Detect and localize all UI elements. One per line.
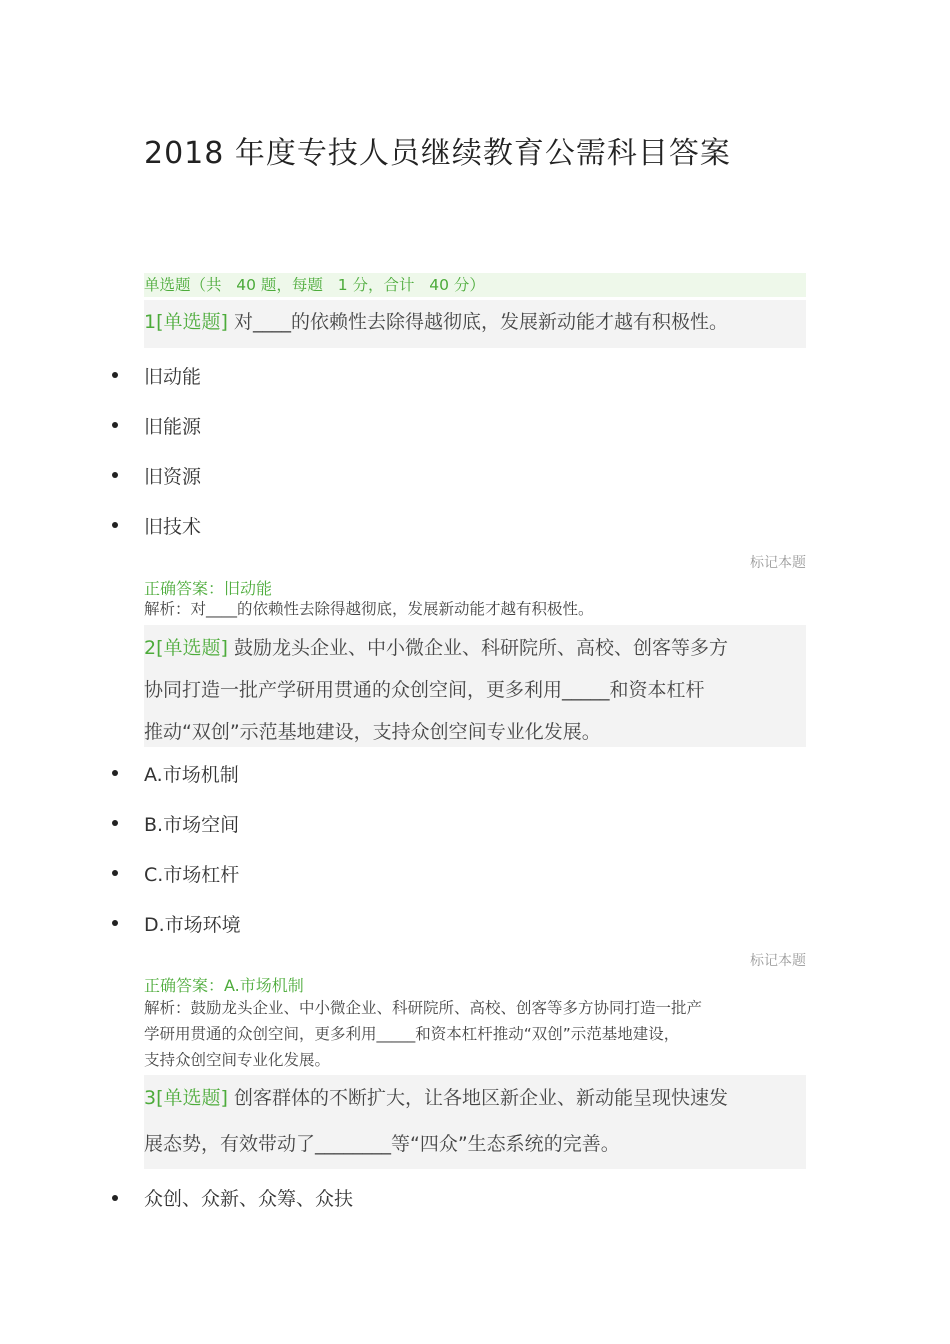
correct-answer: 正确答案：A.市场机制 [144, 976, 304, 995]
analysis-line: 学研用贯通的众创空间，更多利用_____和资本杠杆推动“双创”示范基地建设， [144, 1025, 680, 1043]
question-number: 1 [144, 311, 157, 333]
question-type: [单选题] [156, 311, 228, 333]
section-header: 单选题（共 40 题，每题 1 分，合计 40 分） [144, 273, 806, 297]
mark-question-link[interactable]: 标记本题 [750, 555, 806, 571]
question-2 [144, 625, 806, 747]
option-1c[interactable]: 旧资源 [144, 466, 202, 488]
option-2d[interactable]: D.市场环境 [144, 914, 241, 936]
question-text: 推动“双创”示范基地建设，支持众创空间专业化发展。 [144, 721, 601, 743]
option-2a[interactable]: A.市场机制 [144, 764, 239, 786]
mark-question-link[interactable]: 标记本题 [750, 953, 806, 969]
analysis-line: 解析：鼓励龙头企业、中小微企业、科研院所、高校、创客等多方协同打造一批产 [144, 999, 703, 1017]
question-text: 对____的依赖性去除得越彻底，发展新动能才越有积极性。 [233, 311, 728, 333]
option-1a[interactable]: 旧动能 [144, 366, 202, 388]
analysis-line: 解析：对____的依赖性去除得越彻底，发展新动能才越有积极性。 [144, 600, 594, 618]
option-2b[interactable]: B.市场空间 [144, 814, 240, 836]
question-1 [144, 300, 806, 348]
question-3 [144, 1075, 806, 1169]
bullet-icon [112, 422, 118, 428]
question-number: 2 [144, 637, 157, 659]
analysis [144, 596, 808, 622]
analysis [144, 995, 808, 1073]
option-1b[interactable]: 旧能源 [144, 416, 202, 438]
question-type: [单选题] [156, 637, 228, 659]
option-2c[interactable]: C.市场杠杆 [144, 864, 240, 886]
bullet-icon [112, 372, 118, 378]
option-1d[interactable]: 旧技术 [144, 516, 202, 538]
question-text: 展态势，有效带动了________等“四众”生态系统的完善。 [144, 1133, 620, 1155]
bullet-icon [112, 770, 118, 776]
question-number: 3 [144, 1087, 157, 1109]
bullet-icon [112, 820, 118, 826]
bullet-icon [112, 870, 118, 876]
question-type: [单选题] [156, 1087, 228, 1109]
bullet-icon [112, 472, 118, 478]
bullet-icon [112, 920, 118, 926]
option-3a[interactable]: 众创、众新、众筹、众扶 [144, 1188, 354, 1210]
question-text: 鼓励龙头企业、中小微企业、科研院所、高校、创客等多方 [233, 637, 728, 659]
question-text: 创客群体的不断扩大，让各地区新企业、新动能呈现快速发 [233, 1087, 728, 1109]
analysis-line: 支持众创空间专业化发展。 [144, 1051, 331, 1069]
correct-answer: 正确答案：旧动能 [144, 579, 273, 598]
bullet-icon [112, 522, 118, 528]
question-text: 协同打造一批产学研用贯通的众创空间，更多利用_____和资本杠杆 [144, 679, 705, 701]
page-title: 2018 年度专技人员继续教育公需科目答案 [144, 136, 731, 171]
bullet-icon [112, 1195, 118, 1201]
